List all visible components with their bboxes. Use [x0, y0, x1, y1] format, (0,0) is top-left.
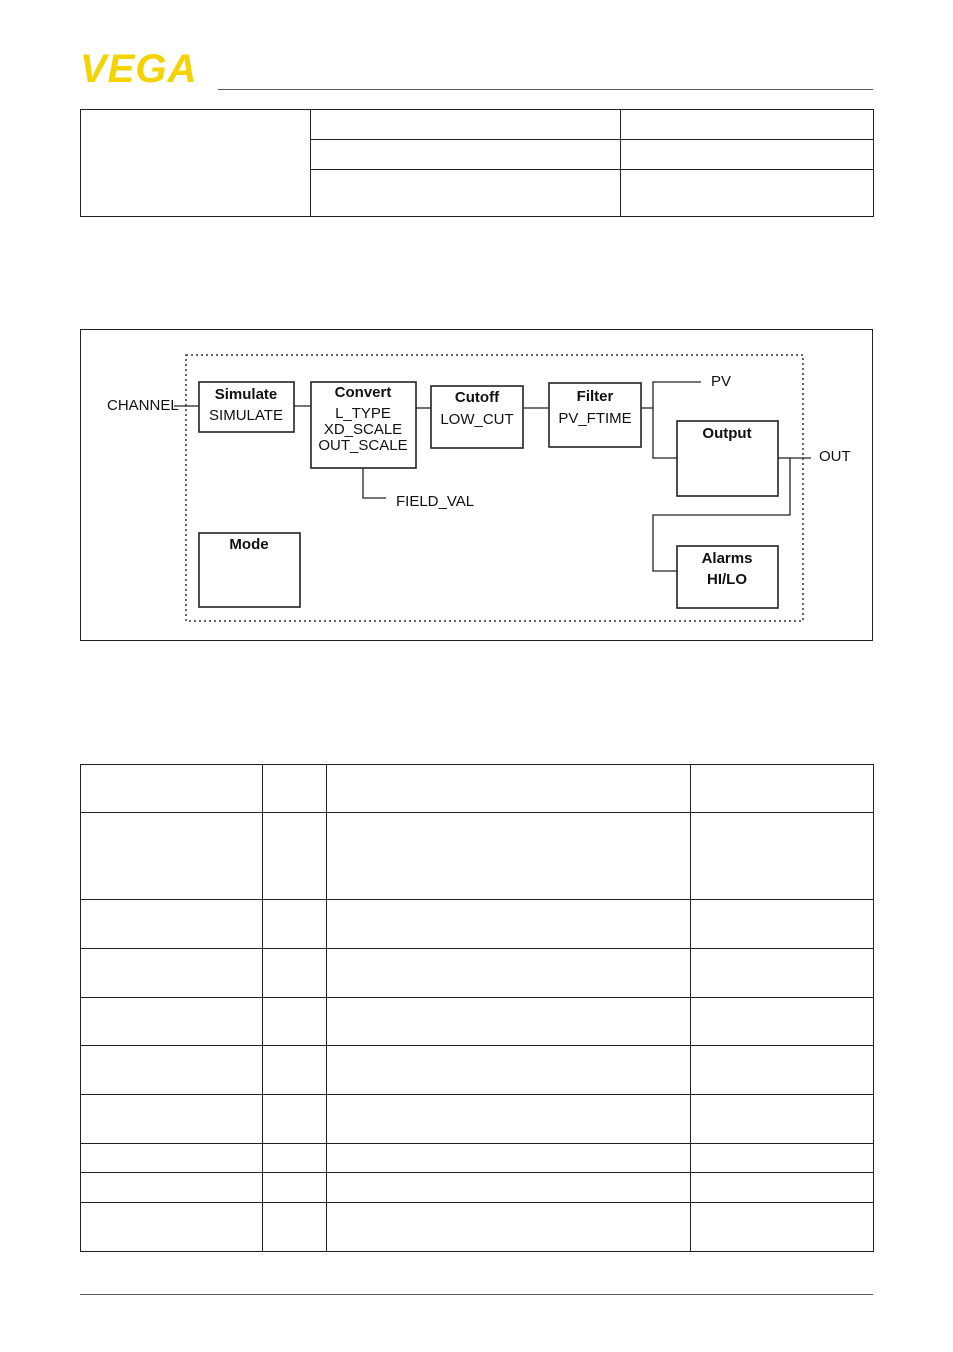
table-cell [691, 1095, 874, 1144]
filter-title: Filter [576, 388, 614, 405]
wire-filter-pv [641, 382, 701, 408]
out-label: OUT [819, 448, 851, 465]
table-cell [311, 170, 621, 217]
table-row [81, 813, 874, 900]
table-row [81, 1173, 874, 1203]
table-cell [691, 1046, 874, 1095]
output-title: Output [702, 425, 752, 442]
table-row [81, 1095, 874, 1144]
convert-param-out-scale: OUT_SCALE [318, 437, 408, 454]
table-cell [81, 110, 311, 217]
table-cell [263, 1173, 327, 1203]
table-cell [263, 1144, 327, 1173]
table-cell [327, 949, 691, 998]
alarms-param: HI/LO [707, 571, 747, 588]
table-cell [327, 1144, 691, 1173]
table-cell [327, 1173, 691, 1203]
vega-logo-mark [80, 48, 212, 88]
table-cell [263, 813, 327, 900]
footer-rule [80, 1294, 873, 1295]
cutoff-param: LOW_CUT [440, 411, 514, 428]
table-cell [81, 1173, 263, 1203]
table-cell [621, 140, 874, 170]
wire-convert-fieldval [363, 468, 386, 498]
table-cell [691, 813, 874, 900]
table-cell [327, 900, 691, 949]
table-cell [691, 1144, 874, 1173]
vega-logo [80, 48, 212, 88]
table-cell [81, 1144, 263, 1173]
table-cell [691, 1173, 874, 1203]
table-cell [621, 170, 874, 217]
diagram-canvas [81, 330, 872, 640]
table-cell [263, 1095, 327, 1144]
table-row [81, 1046, 874, 1095]
table-cell [263, 1203, 327, 1252]
table-cell [81, 998, 263, 1046]
table-cell [691, 900, 874, 949]
table-cell [691, 765, 874, 813]
simulate-param: SIMULATE [209, 407, 283, 424]
table-row [81, 1203, 874, 1252]
wire-filter-output [653, 408, 677, 458]
table-cell [327, 1046, 691, 1095]
table-cell [327, 1095, 691, 1144]
table-cell [311, 110, 621, 140]
table-cell [81, 1095, 263, 1144]
table-cell [621, 110, 874, 140]
table-cell [263, 1046, 327, 1095]
convert-param-xd-scale: XD_SCALE [323, 421, 403, 438]
table-row [81, 998, 874, 1046]
field-val-label: FIELD_VAL [396, 493, 475, 510]
table-row [81, 1144, 874, 1173]
table-cell [691, 998, 874, 1046]
header-rule [218, 89, 873, 90]
alarms-title: Alarms [701, 550, 753, 567]
table-cell [327, 765, 691, 813]
function-block-diagram [80, 329, 873, 641]
filter-param: PV_FTIME [558, 410, 632, 427]
table-cell [263, 900, 327, 949]
convert-title: Convert [334, 384, 392, 401]
table-cell [263, 949, 327, 998]
table-cell [691, 949, 874, 998]
pv-label: PV [711, 373, 732, 390]
parameter-table [80, 764, 874, 1252]
vega-logo-text: VEGA [80, 48, 198, 88]
table-row [81, 900, 874, 949]
convert-param-l-type: L_TYPE [335, 405, 391, 422]
table-cell [691, 1203, 874, 1252]
table-cell [81, 900, 263, 949]
table-cell [327, 998, 691, 1046]
table-header-row [81, 765, 874, 813]
table-cell [327, 1203, 691, 1252]
table-row [81, 949, 874, 998]
table-cell [311, 140, 621, 170]
channel-label: CHANNEL [107, 397, 179, 414]
table-cell [81, 813, 263, 900]
table-cell [81, 1203, 263, 1252]
table-cell [327, 813, 691, 900]
table-cell [81, 1046, 263, 1095]
table-cell [263, 998, 327, 1046]
cutoff-title: Cutoff [454, 389, 500, 406]
table-cell [263, 765, 327, 813]
table-row [81, 110, 874, 140]
table-cell [81, 949, 263, 998]
table-cell [81, 765, 263, 813]
simulate-title: Simulate [214, 386, 278, 403]
mode-title: Mode [229, 536, 269, 553]
top-table [80, 109, 874, 217]
